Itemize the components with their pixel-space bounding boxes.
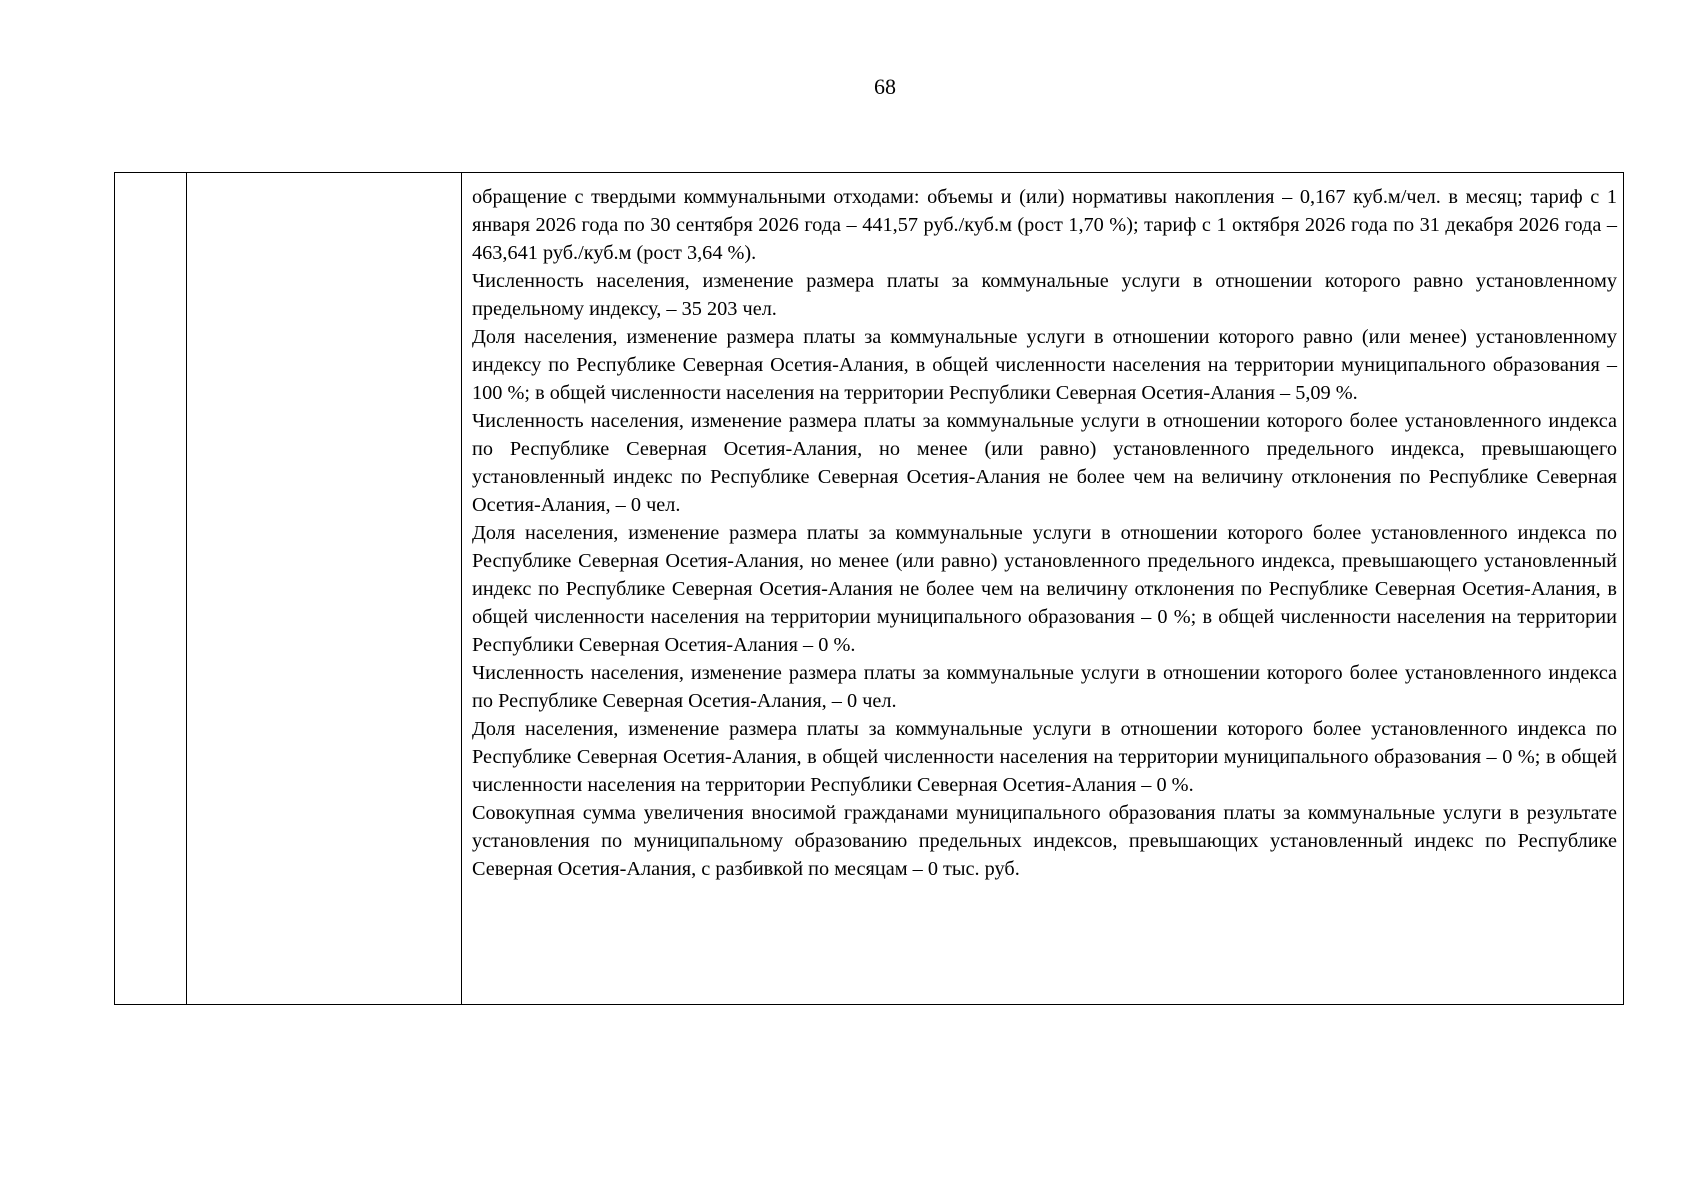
- paragraph-share-above-index: Доля населения, изменение размера платы за коммунальные услуги в отношении которого более установленного индекса по Республике Северная Осетия-Алания, в общей численности населения на территории муниципального образования – 0 %; в общей численности населения на территории Республики Северная Осетия-Алания – 0 %.: [472, 718, 1617, 796]
- table-cell-name: [187, 173, 462, 1005]
- table-cell-content: [462, 173, 1624, 1005]
- paragraph-population-within-deviation: Численность населения, изменение размера платы за коммунальные услуги в отношении которого более установленного индекса по Республике Северная Осетия-Алания, но менее (или равно) установленного предельного индекса, превышающего установленный индекс по Республике Северная Осетия-Алания не более чем на величину отклонения по Республике Северная Осетия-Алания, – 0 чел.: [472, 410, 1617, 516]
- paragraph-waste-tariff: обращение с твердыми коммунальными отходами: объемы и (или) нормативы накопления – 0,167 куб.м/чел. в месяц; тариф с 1 января 2026 года по 30 сентября 2026 года – 441,57 руб./куб.м (рост 1,70 %); тариф с 1 октября 2026 года по 31 декабря 2026 года – 463,641 руб./куб.м (рост 3,64 %).: [472, 186, 1617, 264]
- document-table: [114, 172, 1624, 1005]
- table-cell-number: [115, 173, 187, 1005]
- paragraph-population-equal-limit: Численность населения, изменение размера платы за коммунальные услуги в отношении которого равно установленному предельному индексу, – 35 203 чел.: [472, 270, 1617, 320]
- paragraph-total-increase: Совокупная сумма увеличения вносимой гражданами муниципального образования платы за коммунальные услуги в результате установления по муниципальному образованию предельных индексов, превышающих установленный индекс по Республике Северная Осетия-Алания, с разбивкой по месяцам – 0 тыс. руб.: [472, 802, 1617, 880]
- page-number: 68: [874, 74, 896, 99]
- paragraph-share-equal-or-less: Доля населения, изменение размера платы за коммунальные услуги в отношении которого равно (или менее) установленному индексу по Республике Северная Осетия-Алания, в общей численности населения на территории муниципального образования – 100 %; в общей численности населения на территории Республики Северная Осетия-Алания – 5,09 %.: [472, 326, 1617, 404]
- paragraph-population-above-index: Численность населения, изменение размера платы за коммунальные услуги в отношении которого более установленного индекса по Республике Северная Осетия-Алания, – 0 чел.: [472, 662, 1617, 712]
- table-row: [115, 173, 1624, 1005]
- paragraph-share-within-deviation: Доля населения, изменение размера платы за коммунальные услуги в отношении которого более установленного индекса по Республике Северная Осетия-Алания, но менее (или равно) установленного предельного индекса, превышающего установленный индекс по Республике Северная Осетия-Алания не более чем на величину отклонения по Республике Северная Осетия-Алания, в общей численности населения на территории муниципального образования – 0 %; в общей численности населения на территории Республики Северная Осетия-Алания – 0 %.: [472, 522, 1617, 656]
